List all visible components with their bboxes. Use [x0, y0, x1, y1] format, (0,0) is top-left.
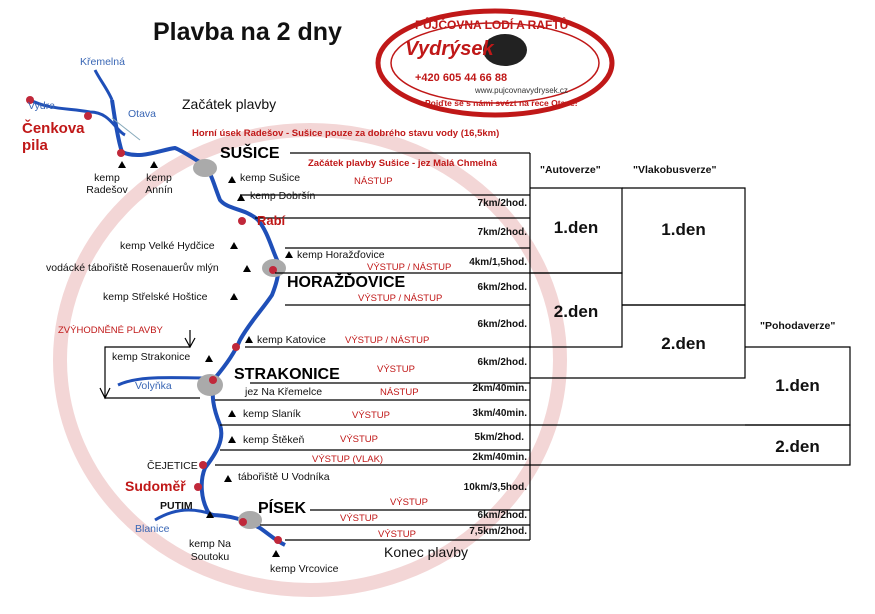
camp-na-soutoku: kemp Na Soutoku — [188, 538, 231, 563]
dot-cejetice — [199, 461, 207, 469]
stop-nastup-kremelce: NÁSTUP — [380, 387, 419, 398]
distance-9: 5km/2hod. — [474, 432, 524, 443]
distance-10: 2km/40min. — [472, 452, 527, 463]
camp-strakonice: kemp Strakonice — [112, 351, 191, 363]
zvyhodnene-label: ZVÝHODNĚNÉ PLAVBY — [58, 325, 163, 336]
distance-13: 7,5km/2hod. — [469, 526, 527, 537]
camp-velke-hydcice: kemp Velké Hydčice — [120, 240, 215, 252]
company-logo — [375, 8, 615, 118]
stop-stekem: VÝSTUP — [340, 434, 379, 445]
stop-katovice: VÝSTUP / NÁSTUP — [345, 335, 430, 346]
camp-horazdovice: kemp Horažďovice — [297, 249, 385, 261]
distance-4: 6km/2hod. — [477, 282, 527, 293]
distance-1: 7km/2hod. — [477, 198, 527, 209]
stop-pisek-2: VÝSTUP — [340, 513, 379, 524]
river-kremelna — [95, 70, 112, 100]
logo-web: www.pujcovnavydrysek.cz — [475, 86, 568, 95]
camp-marker-strakonice — [205, 355, 213, 362]
variant-pohoda-label: "Pohodaverze" — [760, 320, 836, 332]
pohoda-day2: 2.den — [775, 437, 820, 456]
dot-sudomer — [194, 483, 202, 491]
logo-brand: Vydrýsek — [405, 38, 494, 60]
vlak-day2: 2.den — [661, 334, 706, 353]
distance-12: 6km/2hod. — [477, 510, 527, 521]
distance-3: 4km/1,5hod. — [469, 257, 527, 268]
stop-pisek-3: VÝSTUP — [378, 529, 417, 540]
camp-marker-katovice — [245, 336, 253, 343]
end-label: Konec plavby — [384, 544, 469, 560]
stop-slanik: VÝSTUP — [352, 410, 391, 421]
stop-horazdovice-1: VÝSTUP / NÁSTUP — [367, 262, 452, 273]
pohoda-day1: 1.den — [775, 376, 820, 395]
start-label: Začátek plavby — [182, 96, 277, 112]
camp-rosenauer: vodácké tábořiště Rosenauerův mlýn — [46, 262, 219, 274]
distance-5: 6km/2hod. — [477, 319, 527, 330]
camp-marker-rosenauer — [243, 265, 251, 272]
town-area-strakonice — [197, 374, 223, 396]
distance-2: 7km/2hod. — [477, 227, 527, 238]
town-pisek: PÍSEK — [258, 500, 307, 517]
logo-slogan: Pojďte se s námi svézt na řece Otavě! — [425, 98, 578, 108]
stop-horazdovice-2: VÝSTUP / NÁSTUP — [358, 293, 443, 304]
camp-jez-kremelce: jez Na Křemelce — [245, 386, 323, 398]
camp-radesov: kemp Radešov — [86, 172, 128, 196]
logo-phone: +420 605 44 66 88 — [415, 72, 508, 84]
distance-6: 6km/2hod. — [477, 357, 527, 368]
river-label-volynka: Volyňka — [135, 380, 172, 392]
dot-pisek — [239, 518, 247, 526]
variant-auto-label: "Autoverze" — [540, 164, 601, 176]
river-label-kremelna: Křemelná — [80, 56, 125, 68]
logo-line1: PŮJČOVNA LODÍ A RAFTŮ — [415, 18, 569, 32]
stop-vlak: VÝSTUP (VLAK) — [312, 454, 384, 465]
camp-marker-radesov — [118, 161, 126, 168]
camp-susice: kemp Sušice — [240, 172, 301, 184]
camp-annin: kemp Annín — [145, 172, 173, 196]
dot-cenkova — [84, 112, 92, 120]
town-horazdovice: HORAŽĎOVICE — [287, 274, 406, 291]
town-cenkova-pila: Čenkova pila — [22, 120, 85, 154]
camp-marker-u-vodnika — [224, 475, 232, 482]
river-label-otava: Otava — [128, 108, 157, 120]
page-title: Plavba na 2 dny — [153, 18, 342, 46]
camp-marker-susice — [228, 176, 236, 183]
susice-start-note: Začátek plavby Sušice - jez Malá Chmelná — [308, 158, 498, 169]
vlak-day1: 1.den — [661, 220, 706, 239]
stop-nastup-susice: NÁSTUP — [354, 176, 393, 187]
dot-radesov — [117, 149, 125, 157]
camp-marker-velke-hydcice — [230, 242, 238, 249]
variant-vlak-label: "Vlakobusverze" — [633, 164, 717, 176]
dot-vrcovice — [274, 536, 282, 544]
upper-section-note: Horní úsek Radešov - Sušice pouze za dobrého stavu vody (16,5km) — [192, 128, 500, 139]
camp-dobrsin: kemp Dobršín — [250, 190, 316, 202]
town-cejetice: ČEJETICE — [147, 460, 198, 472]
stop-strakonice: VÝSTUP — [377, 364, 416, 375]
camp-marker-vrcovice — [272, 550, 280, 557]
distance-7: 2km/40min. — [472, 383, 527, 394]
camp-marker-stekem — [228, 436, 236, 443]
stop-pisek-1: VÝSTUP — [390, 497, 429, 508]
town-putim: PUTIM — [160, 500, 193, 512]
distance-11: 10km/3,5hod. — [463, 482, 527, 493]
camp-strelske: kemp Střelské Hoštice — [103, 291, 208, 303]
dot-katovice — [232, 343, 240, 351]
auto-day2: 2.den — [553, 302, 599, 321]
camp-u-vodnika: tábořiště U Vodníka — [238, 471, 330, 483]
auto-day1: 1.den — [553, 218, 599, 237]
camp-slanik: kemp Slaník — [243, 408, 301, 420]
dot-rabi — [238, 217, 246, 225]
town-strakonice: STRAKONICE — [234, 366, 340, 383]
river-label-vydra: Vydra — [28, 100, 56, 112]
camp-marker-annin — [150, 161, 158, 168]
town-area-susice — [193, 159, 217, 177]
distance-8: 3km/40min. — [472, 408, 527, 419]
town-rabi: Rabí — [257, 213, 286, 228]
camp-stekem: kemp Štěkeň — [243, 434, 305, 446]
camp-marker-strelske — [230, 293, 238, 300]
dot-strakonice — [209, 376, 217, 384]
town-susice: SUŠICE — [220, 145, 280, 162]
camp-marker-horazdovice — [285, 251, 293, 258]
river-label-blanice: Blanice — [135, 523, 170, 535]
camp-katovice: kemp Katovice — [257, 334, 326, 346]
town-sudomer: Sudoměř — [125, 478, 186, 494]
camp-marker-slanik — [228, 410, 236, 417]
camp-vrcovice: kemp Vrcovice — [270, 563, 339, 575]
